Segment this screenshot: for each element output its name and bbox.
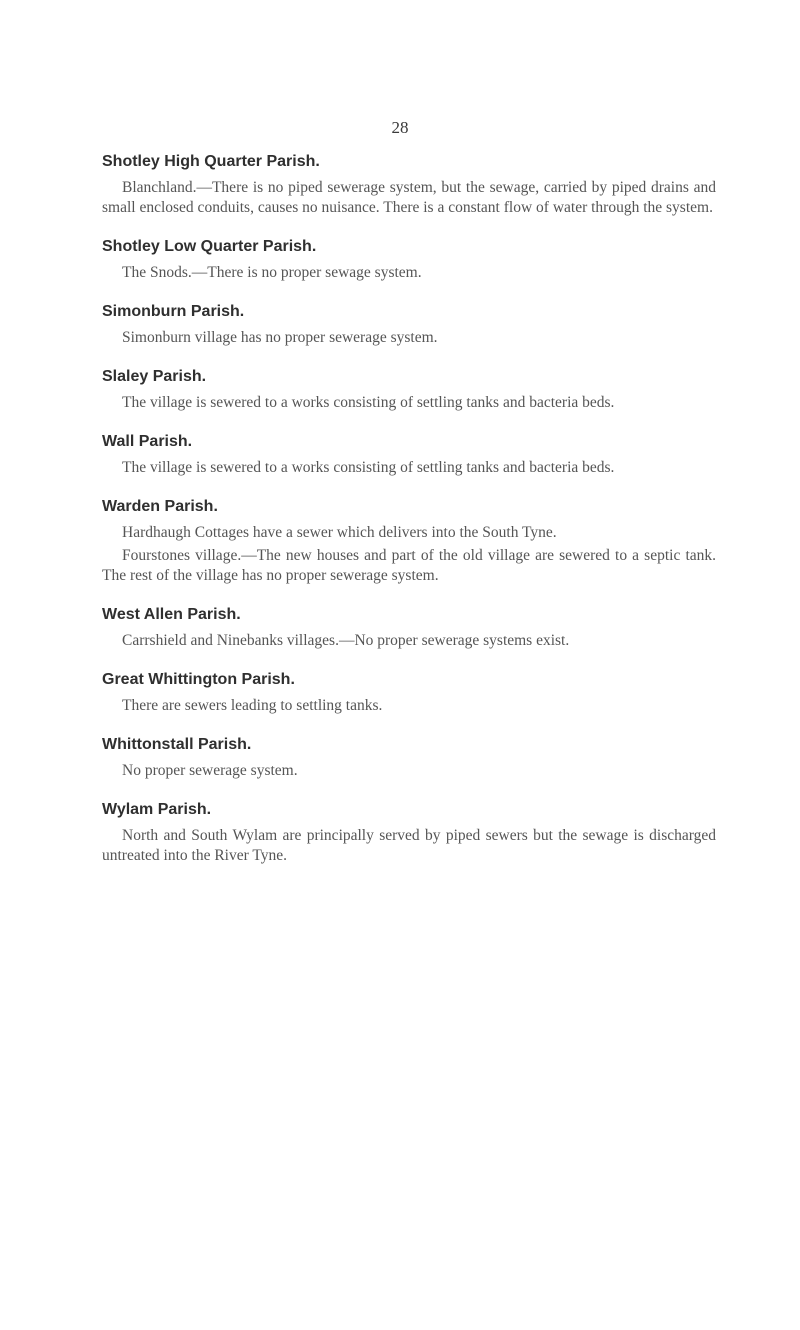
section-heading: Slaley Parish. — [102, 368, 207, 385]
section-west-allen — [102, 605, 716, 651]
section-paragraph: Hardhaugh Cottages have a sewer which delivers into the South Tyne. — [122, 524, 557, 541]
section-heading: Wall Parish. — [102, 433, 193, 450]
section-heading: Whittonstall Parish. — [102, 736, 252, 753]
section-paragraph: North and South Wylam are principally served by piped sewers but the sewage is discharged untreated into the River Tyne. — [102, 827, 716, 864]
section-shotley-low-quarter — [102, 237, 716, 283]
section-simonburn — [102, 302, 716, 348]
section-heading: Shotley Low Quarter Parish. — [102, 238, 317, 255]
section-paragraph: The village is sewered to a works consisting of settling tanks and bacteria beds. — [122, 459, 615, 476]
section-paragraph: Blanchland.—There is no piped sewerage system, but the sewage, carried by piped drains and small enclosed conduits, causes no nuisance. There is a constant flow of water through the system. — [102, 179, 716, 216]
section-heading: West Allen Parish. — [102, 606, 241, 623]
section-great-whittington — [102, 670, 716, 716]
section-paragraph: The Snods.—There is no proper sewage system. — [122, 264, 422, 281]
section-wall — [102, 432, 716, 478]
section-shotley-high-quarter — [102, 152, 716, 218]
section-heading: Simonburn Parish. — [102, 303, 245, 320]
section-slaley — [102, 367, 716, 413]
section-paragraph: Fourstones village.—The new houses and part of the old village are sewered to a septic tank. The rest of the village has no proper sewerage system. — [102, 547, 716, 584]
section-paragraph: Simonburn village has no proper sewerage system. — [122, 329, 438, 346]
document-body — [102, 152, 716, 885]
section-heading: Warden Parish. — [102, 498, 218, 515]
section-paragraph: Carrshield and Ninebanks villages.—No proper sewerage systems exist. — [122, 632, 570, 649]
section-heading: Great Whittington Parish. — [102, 671, 295, 688]
section-warden — [102, 497, 716, 586]
section-paragraph: There are sewers leading to settling tanks. — [122, 697, 383, 714]
section-paragraph: The village is sewered to a works consisting of settling tanks and bacteria beds. — [122, 394, 615, 411]
section-whittonstall — [102, 735, 716, 781]
page-number: 28 — [391, 118, 409, 137]
section-heading: Shotley High Quarter Parish. — [102, 153, 320, 170]
section-wylam — [102, 800, 716, 866]
section-paragraph: No proper sewerage system. — [122, 762, 298, 779]
section-heading: Wylam Parish. — [102, 801, 212, 818]
